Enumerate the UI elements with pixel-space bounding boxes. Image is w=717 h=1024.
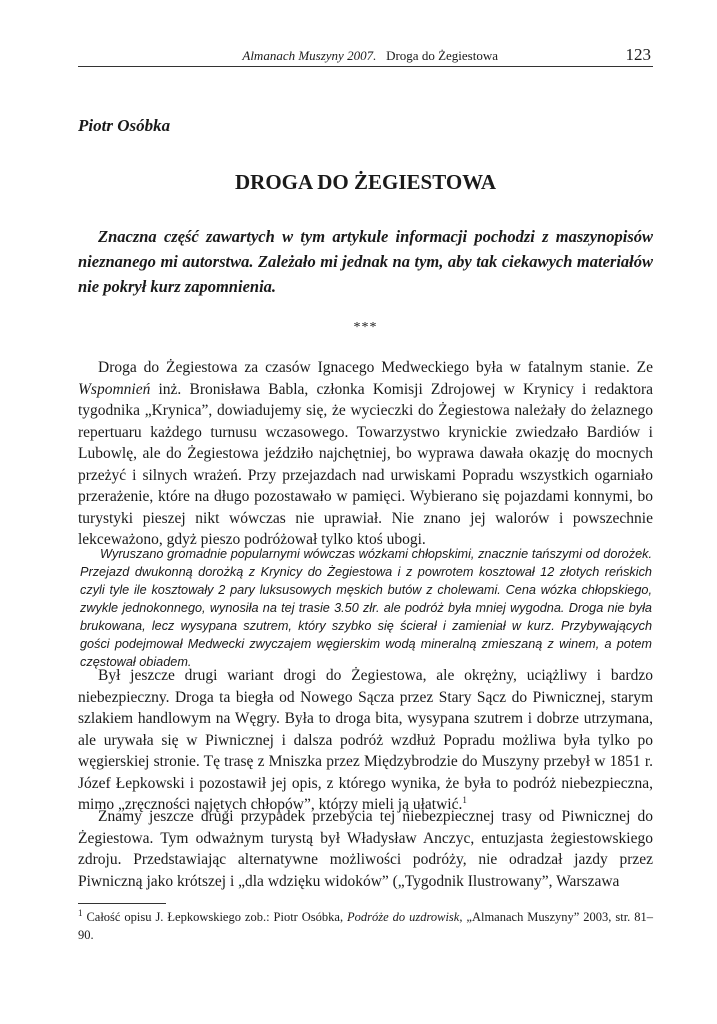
footnote-text-a: Całość opisu J. Łepkowskiego zob.: Piotr Osóbka, [82, 910, 348, 924]
footnote-italic-title: Podróże do uzdrowisk [347, 910, 460, 924]
intro-paragraph: Znaczna część zawartych w tym artykule informacji pochodzi z maszynopisów nieznanego mi autorstwa. Zależało mi jednak na tym, aby tak ciekawych materiałów nie pokrył kurz zapomnienia. [78, 227, 653, 296]
footnote-number: 1 [78, 907, 83, 918]
p2-text: Był jeszcze drugi wariant drogi do Żegiestowa, ale okrężny, uciążliwy i bardzo niebezpieczny. Droga ta biegła od Nowego Sącza przez Stary Sącz do Piwnicznej, starym szlakiem handlowym na Węgry. Była to droga bita, wysypana szutrem i dobrze utrzymana, ale urywała się w Piwnicznej i dalsza podróż wzdłuż Popradu możliwa była tylko po węgierskiej stronie. Tę trasę z Mniszka przez Międzybrodzie do Muszyny przebył w 1851 r. Józef Łepkowski i pozostawił jej opis, z którego wynika, że była to podróż niebezpieczna, mimo „zręczności najętych chłopów”, którzy mieli ją ułatwić. [78, 667, 653, 813]
body-paragraph-3: Znamy jeszcze drugi przypadek przebycia tej niebezpiecznej trasy od Piwnicznej do Żegiestowa. Tym odważnym turystą był Władysław Anczyc, entuzjasta żegiestowskiego zdroju. Przedstawiając alternatywne możliwości podróży, nie odradzał jazdy przez Piwniczną jako krótszej i „dla wdzięku widoków” („Tygodnik Ilustrowany”, Warszawa [78, 808, 653, 890]
running-head [78, 44, 653, 67]
body-paragraph-1 [78, 357, 653, 551]
running-head-text [242, 48, 498, 64]
footnote-divider [78, 903, 166, 904]
p1-text-c: inż. Bronisława Babla, członka Komisji Zdrojowej w Krynicy i redaktora tygodnika „Krynica”, dowiadujemy się, że wycieczki do Żegiestowa należały do żelaznego repertuaru każdego turnusu wczasowego. Towarzystwo krynickie zwiedzało Bardiów i Lubowlę, ale do Żegiestowa jeździło najchętniej, bo wyprawa dawała okazję do mocnych przeżyć i silnych wrażeń. Przy przejazdach nad urwiskami Popradu wszystkich ogarniało przerażenie, które na długo pozostawało w pamięci. Wybierano się pojazdami konnymi, bo turystyki pieszej nikt wówczas nie uprawiał. Nie znano jej walorów i powszechnie lekceważono, gdyż pieszo podróżował tylko ktoś ubogi. [78, 380, 653, 548]
footnote-text-b: , „Almanach Muszyny” 2003, str. 81– 90. [78, 910, 653, 942]
footnote-reference[interactable]: 1 [462, 794, 467, 805]
running-title: Droga do Żegiestowa [386, 48, 498, 63]
page-number: 123 [625, 45, 651, 64]
journal-name: Almanach Muszyny 2007. [242, 48, 377, 63]
article-title: DROGA DO ŻEGIESTOWA [234, 170, 496, 194]
section-separator: *** [353, 320, 378, 335]
p1-italic-title: Wspomnień [78, 380, 151, 398]
body-paragraph-2 [78, 665, 653, 816]
author: Piotr Osóbka [78, 116, 171, 135]
quoted-passage: Wyruszano gromadnie popularnymi wówczas wózkami chłopskimi, znacznie tańszymi od dorożek. Przejazd dwukonną dorożką z Krynicy do Żegiestowa i z powrotem kosztował 12 złotych reńskich czyli tyle ile kosztowały 2 pary luksusowych męskich butów z cholewami. Cena wózka chłopskiego, zwykle jednokonnego, wynosiła na tej trasie 3.50 złr. ale podróż była mniej wygodna. Droga nie była brukowana, lecz wysypana szutrem, który szybko się ścierał i zamieniał w kurz. Przybywających gości podejmował Medwecki zwyczajem węgierskim wodą mineralną zmieszaną z winem, a potem częstował obiadem. [80, 547, 652, 669]
p1-text-a: Droga do Żegiestowa za czasów Ignacego Medweckiego była w fatalnym stanie. Ze [98, 359, 653, 376]
footnote-1 [78, 908, 653, 944]
